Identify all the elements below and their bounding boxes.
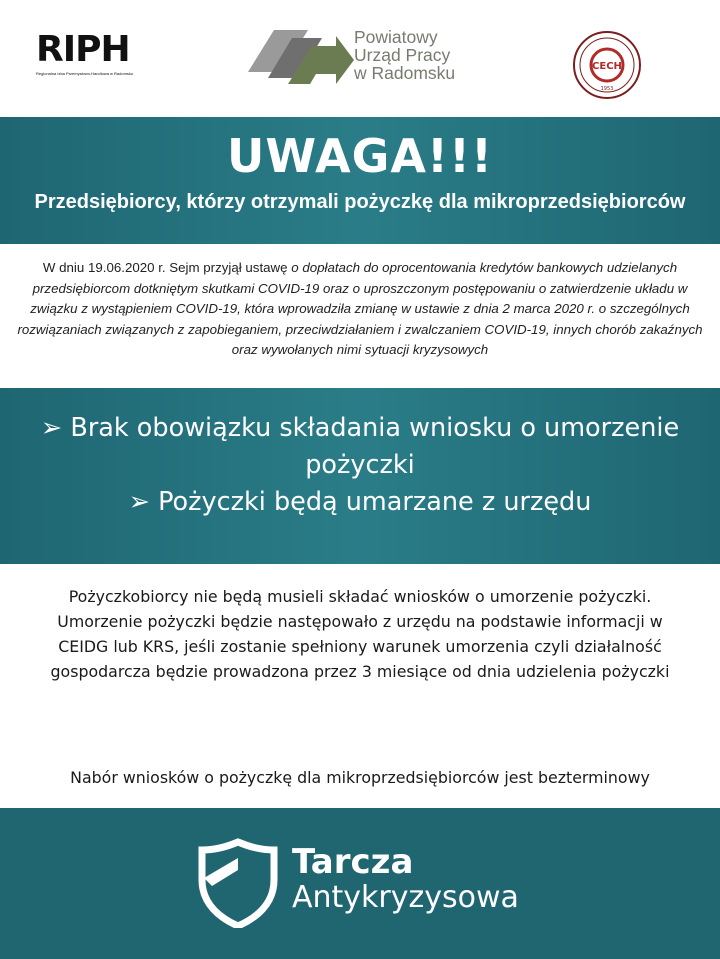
- pup-line-1: Powiatowy: [354, 27, 438, 47]
- brand-line-2: Antykryzysowa: [292, 880, 519, 915]
- cech-seal-logo: [572, 30, 642, 100]
- page-title: UWAGA!!!: [227, 129, 493, 183]
- ripph-logo-subtitle: Regionalna Izba Przemysłowo-Handlowa w Radomsku: [36, 71, 134, 76]
- body-line-3: CEIDG lub KRS, jeśli zostanie spełniony warunek umorzenia czyli działalność: [58, 637, 662, 656]
- pup-logo: [246, 22, 486, 92]
- body-paragraph: [10, 584, 710, 684]
- key-point-1-text: Brak obowiązku składania wniosku o umorzenie: [70, 413, 680, 443]
- key-point-1: [0, 410, 720, 447]
- body-line-1: Pożyczkobiorcy nie będą musieli składać wniosków o umorzenie pożyczki.: [68, 587, 652, 606]
- key-points-banner: [0, 388, 720, 564]
- pup-line-2: Urząd Pracy: [354, 45, 451, 65]
- key-point-2-text: Pożyczki będą umarzane z urzędu: [158, 487, 592, 517]
- pup-line-3: w Radomsku: [354, 63, 456, 83]
- seal-initials: CECH: [592, 61, 622, 72]
- key-point-1-continuation: pożyczki: [305, 450, 415, 480]
- pup-logo-text: [354, 28, 455, 82]
- key-points-list: [0, 388, 720, 521]
- pup-arrow-icon: [246, 22, 356, 92]
- logo-header: [0, 0, 720, 117]
- seal-year: 1953: [600, 86, 614, 92]
- shield-icon: [198, 838, 278, 928]
- brand-wordmark: [292, 844, 519, 916]
- body-line-4: gospodarcza będzie prowadzona przez 3 miesiące od dnia udzielenia pożyczki: [50, 662, 670, 681]
- arrow-bullet-icon: ➢: [128, 487, 150, 517]
- ripph-logo-mark: RIPH: [36, 29, 130, 70]
- footer-note: Nabór wniosków o pożyczkę dla mikroprzedsiębiorców jest bezterminowy: [70, 768, 650, 787]
- arrow-bullet-icon: ➢: [40, 413, 63, 443]
- key-point-2: [0, 484, 720, 521]
- ripph-logo: [36, 29, 146, 84]
- intro-paragraph: [8, 258, 712, 361]
- warning-banner: [0, 117, 720, 244]
- body-line-2: Umorzenie pożyczki będzie następowało z urzędu na podstawie informacji w: [57, 612, 663, 631]
- intro-emphasis: o dopłatach do oprocentowania kredytów bankowych udzielanych przedsiębiorcom dotkniętym skutkami COVID-19 oraz o uproszczonym postępowaniu o zatwierdzenie układu w związku z wystąpieniem COVID-19, która wprowadziła zmianę w ustawie z dnia 2 marca 2020 r. o szczególnych rozwiązaniach związanych z zapobieganiem, przeciwdziałaniem i zwalczaniem COVID-19, innych chorób zakaźnych oraz wywołanych nimi sytuacji kryzysowych: [17, 260, 703, 357]
- brand-banner: [0, 808, 720, 959]
- brand-line-1: Tarcza: [292, 842, 414, 882]
- intro-lead: W dniu 19.06.2020 r. Sejm przyjął ustawę: [42, 260, 292, 275]
- page-subtitle: Przedsiębiorcy, którzy otrzymali pożyczkę dla mikroprzedsiębiorców: [34, 191, 686, 213]
